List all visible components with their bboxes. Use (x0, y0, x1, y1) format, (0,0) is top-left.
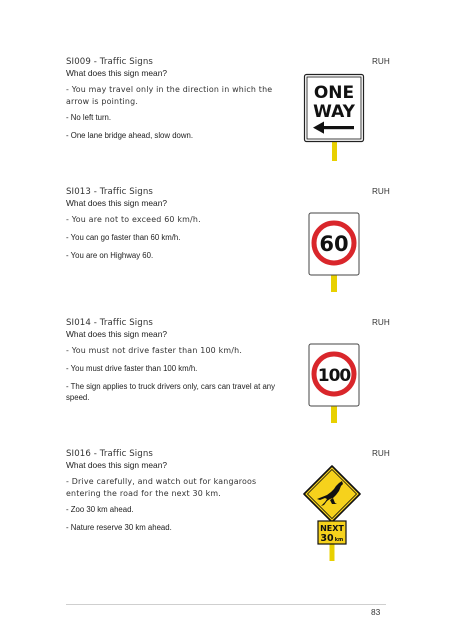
question-prompt: What does this sign mean? (66, 198, 168, 208)
speed-value: 60 (319, 232, 349, 256)
answer-option: - Drive carefully, and watch out for kangaroos entering the road for the next 30 km. (66, 477, 257, 498)
speed-limit-100-sign (308, 343, 360, 423)
one-way-sign (303, 73, 365, 161)
question-prompt: What does this sign mean? (66, 68, 168, 78)
plate-line1: NEXT (320, 524, 344, 533)
answer-option: - No left turn. (66, 113, 112, 122)
speed-limit-60-sign (308, 212, 360, 292)
kangaroo-warning-sign (303, 465, 363, 561)
answer-option: - You must drive faster than 100 km/h. (66, 364, 198, 373)
answer-option: - You are not to exceed 60 km/h. (66, 215, 201, 224)
question-tag: RUH (372, 449, 390, 458)
answer-option: - You may travel only in the direction in which the arrow is pointing. (66, 85, 273, 106)
page-number: 83 (371, 607, 381, 617)
question-title: SI013 - Traffic Signs (66, 187, 153, 197)
question-tag: RUH (372, 318, 390, 327)
footer-divider (66, 604, 386, 605)
question-title: SI016 - Traffic Signs (66, 449, 153, 459)
answer-option: - Nature reserve 30 km ahead. (66, 523, 172, 532)
question-title: SI014 - Traffic Signs (66, 318, 153, 328)
question-prompt: What does this sign mean? (66, 460, 168, 470)
question-title: SI009 - Traffic Signs (66, 57, 153, 67)
answer-option: - The sign applies to truck drivers only, cars can travel at any speed. (66, 382, 276, 402)
plate-unit: km (334, 537, 344, 543)
answer-option: - You can go faster than 60 km/h. (66, 233, 181, 242)
question-tag: RUH (372, 187, 390, 196)
answer-option: - One lane bridge ahead, slow down. (66, 131, 193, 140)
answer-option: - You are on Highway 60. (66, 251, 154, 260)
one-way-line2: WAY (313, 102, 355, 122)
question-prompt: What does this sign mean? (66, 329, 168, 339)
speed-value: 100 (317, 366, 351, 386)
answer-option: - Zoo 30 km ahead. (66, 505, 134, 514)
one-way-line1: ONE (313, 83, 355, 103)
answer-option: - You must not drive faster than 100 km/h. (66, 346, 243, 355)
plate-value: 30 (320, 533, 334, 544)
question-tag: RUH (372, 57, 390, 66)
